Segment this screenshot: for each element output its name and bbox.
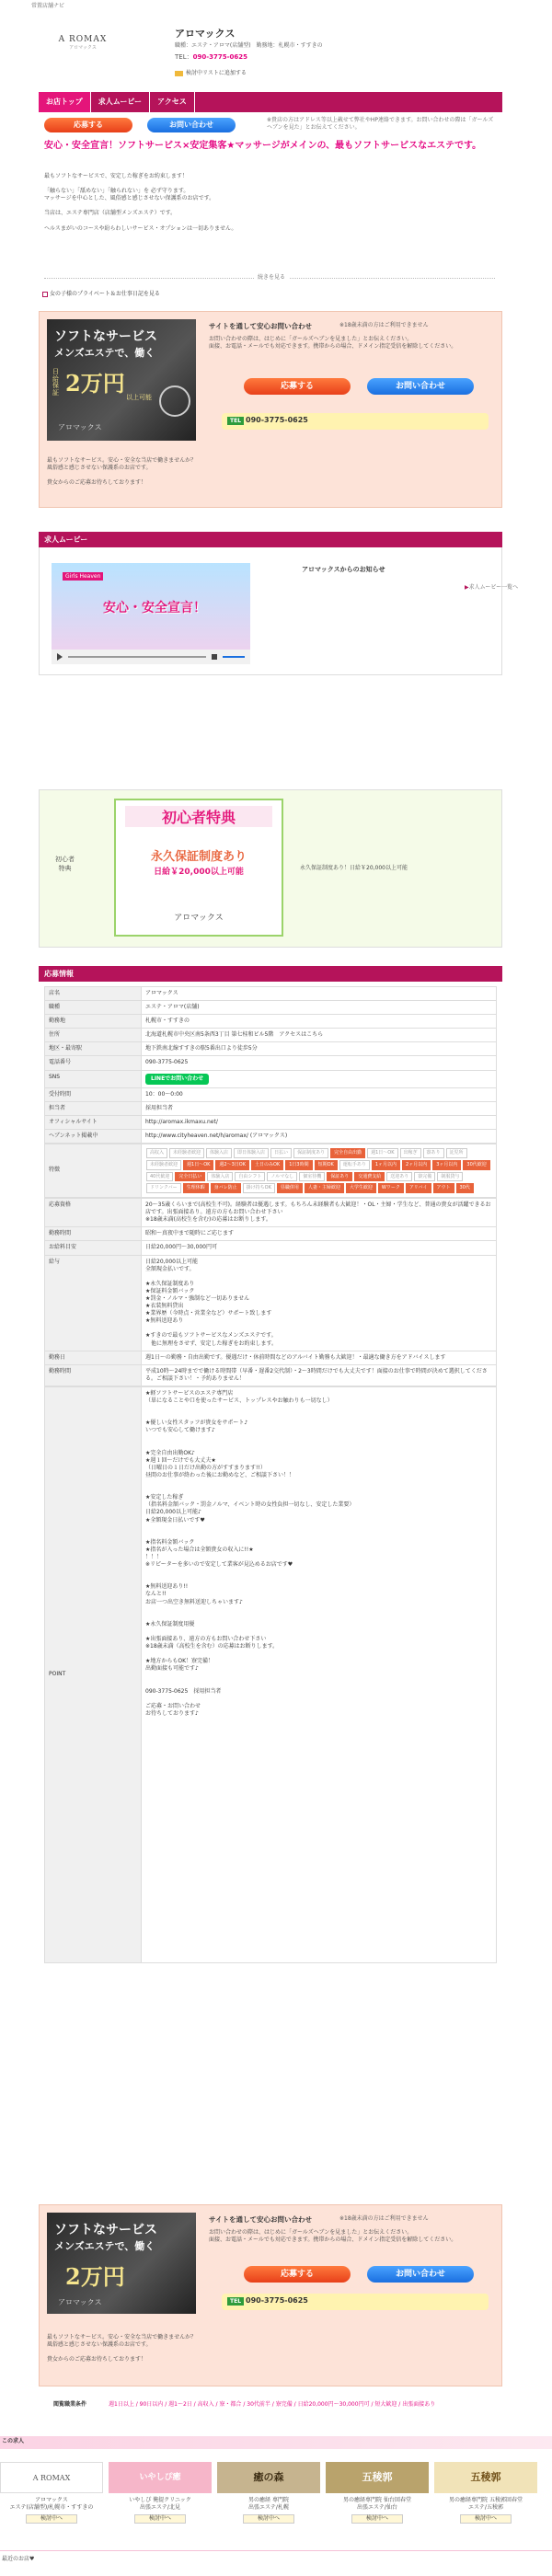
- related-logo: A ROMAX: [0, 2462, 103, 2493]
- row-value: http://www.cityheaven.net/h/aromax/ (アロマックス): [142, 1129, 497, 1143]
- movie-controls: [52, 650, 250, 664]
- promo2-note: ※18歳未満の方はご利用できません: [339, 2215, 429, 2222]
- beginner-image[interactable]: [114, 799, 283, 937]
- beginner-text: 永久保証制度あり！日給￥20,000以上可能: [300, 865, 408, 871]
- row-value: http://aromax.ikmaxu.net/: [142, 1115, 497, 1129]
- jobinfo-table: [44, 986, 497, 1963]
- feature-tag: 完全日払い: [175, 1172, 205, 1182]
- movie-player[interactable]: [52, 563, 250, 664]
- promo-image-sub: 日給保証: [52, 368, 59, 397]
- promo-box-2: [39, 2204, 502, 2386]
- promo-desc: お問い合わせの際は、はじめに「ガールズヘブンを見ました」とお伝えください。 面接、お電話・メールでも対応できます。携帯からの場合、ドメイン指定受信を解除してください。: [209, 336, 457, 351]
- table-row: [45, 1070, 497, 1087]
- related-logo: 五稜郭: [326, 2462, 429, 2493]
- feature-tag: 未経験者歓迎: [169, 1148, 204, 1158]
- feature-tag: 30代: [456, 1183, 474, 1193]
- seek-bar[interactable]: [68, 656, 206, 658]
- headline: 安心・安全宣言！ソフトサービス×安定集客★マッサージがメインの、最もソフトサービスなエステです。: [44, 141, 482, 151]
- promo-image-brand: アロマックス: [58, 423, 102, 431]
- feature-tag: 人妻・主婦歓迎: [305, 1183, 344, 1193]
- row-value: [142, 1070, 497, 1087]
- feature-tag: 完全自由出勤: [330, 1148, 365, 1158]
- row-key: 応募資格: [45, 1199, 142, 1227]
- beginner-label: 初心者 特典: [55, 856, 75, 872]
- jobinfo-tags-table: [44, 1144, 497, 1198]
- jobinfo-point-table: [44, 1386, 497, 1963]
- point-key: POINT: [45, 1386, 142, 1962]
- movie-title: アロマックスからのお知らせ: [302, 566, 385, 573]
- feature-tag: 掛け持ちOK: [243, 1183, 275, 1193]
- fav-add-link[interactable]: [175, 70, 247, 77]
- fav-add-label: 検討中リストに追加する: [186, 70, 247, 76]
- tel-label: TEL：: [175, 53, 193, 61]
- feature-tag: 土日のみOK: [251, 1160, 283, 1170]
- header-note: ※貴店の方はアドレス等以上載せて弊社やHP連絡できます。お問い合わせの際は「ガールズヘブンを見た」とお伝えてください。: [267, 117, 494, 132]
- table-row: [45, 1042, 497, 1056]
- row-value: 平成10時〜24時までで働ける時間帯（早番・遅番2交代制）・2〜3時間だけでも大丈夫です！面接のお仕事で時間が決めて選択してくださる。ご相談下さい！・予約ありません！: [142, 1364, 497, 1386]
- row-value: 20〜35歳くらいまで(高校生不可)。経験者は優遇します。もちろん未経験者も大歓迎！・OL・主婦・学生など、普通の貴女が活躍できるお店です。出張面接あり。遠方の方もお問い合わせ下さい ※18歳未満(高校生を含む)の応募はお断りします。: [142, 1199, 497, 1227]
- movie-thumb-badge: Girls Heaven: [63, 572, 103, 581]
- jobinfo-header: 応募情報: [39, 966, 502, 982]
- bottom-info-value: 週1日以上 / 90日以内 / 週1〜2日 / 高収入 / 寮・都合 / 30代前半 / 寮完備 / 日給20,000円〜30,000円可 / 短大歓迎 / 出張面接あり: [109, 2401, 436, 2408]
- tab-top[interactable]: お店トップ: [39, 92, 91, 112]
- related-item[interactable]: [109, 2462, 212, 2537]
- promo2-apply-button[interactable]: 応募する: [244, 2266, 351, 2283]
- related-fav-button[interactable]: 検討中へ: [460, 2514, 512, 2524]
- tabs: [39, 92, 195, 112]
- row-key: 勤務時間: [45, 1227, 142, 1241]
- row-value: 週1日〜の勤務・自由出勤です。優遇だけ・休前時間などのアルバイト勤務も大歓迎！・最適な働き方をアドバイスします: [142, 1351, 497, 1364]
- feature-tag: 自由シフト: [235, 1172, 265, 1182]
- feature-tag: ドリンクバー: [146, 1183, 181, 1193]
- row-key: 勤務地: [45, 1015, 142, 1029]
- promo-image-amount: 2万円: [65, 370, 125, 397]
- feature-tag: 運転手あり: [339, 1160, 370, 1170]
- store-name: アロマックス: [175, 28, 236, 40]
- bottom-note: 最近のお店♥: [2, 2556, 35, 2562]
- row-key: オフィシャルサイト: [45, 1115, 142, 1129]
- feature-tag: 送迎あり: [386, 1172, 412, 1182]
- table-row: [45, 1227, 497, 1241]
- promo-footer: 最もソフトなサービス。安心・安全な当店で働きませんか？ 風俗感と感じさせない保護系のお店です。 貴女からのご応募お待ちしております！: [47, 457, 197, 487]
- row-key: 職種: [45, 1001, 142, 1015]
- row-value: 採用担当者: [142, 1101, 497, 1115]
- more-link[interactable]: 続きを見る: [254, 274, 289, 282]
- row-value: エステ・アロマ(店舗): [142, 1001, 497, 1015]
- feature-tag: 週1日〜OK: [183, 1160, 213, 1170]
- promo2-inquiry-button[interactable]: お問い合わせ: [367, 2266, 474, 2283]
- arrow-icon: ▶: [465, 584, 469, 591]
- row-value: 10：00〜0:00: [142, 1087, 497, 1101]
- feature-tag: 週1日〜OK: [367, 1148, 397, 1158]
- feature-tag: 寮完備: [414, 1172, 435, 1182]
- feature-tag: 体験入店: [206, 1148, 232, 1158]
- beginner-image-title: 初心者特典: [125, 806, 272, 827]
- row-key: 店名: [45, 987, 142, 1001]
- feature-tag: アウト: [433, 1183, 454, 1193]
- table-row: [45, 1101, 497, 1115]
- inquiry-button[interactable]: お問い合わせ: [147, 118, 236, 132]
- table-row: [45, 1129, 497, 1143]
- tags-cell: [142, 1144, 497, 1198]
- related-item[interactable]: [0, 2462, 103, 2537]
- related-logo: 五稜郭: [434, 2462, 537, 2493]
- jobinfo-table-2: [44, 1198, 497, 1386]
- store-meta: 職種：エステ・アロマ(店舗型) 勤務地：札幌市・すすきの: [175, 42, 323, 49]
- feature-tag: 保証制度あり: [293, 1148, 328, 1158]
- tel-number: 090-3775-0625: [192, 53, 247, 61]
- related-item[interactable]: [326, 2462, 429, 2537]
- table-row: [45, 1115, 497, 1129]
- promo2-image-brand: アロマックス: [58, 2298, 102, 2306]
- related-header-bar: [0, 2436, 552, 2449]
- row-key: 担当者: [45, 1101, 142, 1115]
- table-row: [45, 1056, 497, 1070]
- table-row: [45, 1364, 497, 1386]
- play-icon[interactable]: [57, 653, 63, 661]
- movie-more-label: 求人ムービー一覧へ: [468, 584, 519, 591]
- store-logo-sub: アロマックス: [69, 45, 97, 51]
- related-fav-button[interactable]: 検討中へ: [134, 2514, 186, 2524]
- row-value: 北海道札幌市中央区南5条西3丁目 第七桂和ビル5階 アクセスはこちら: [142, 1029, 497, 1042]
- feature-tag: 即日体験入店: [234, 1148, 269, 1158]
- feature-tag: 40代歓迎: [146, 1172, 173, 1182]
- table-row: [45, 1001, 497, 1015]
- table-row: [45, 1029, 497, 1042]
- promo2-desc: お問い合わせの際は、はじめに「ガールズヘブンを見ました」とお伝えください。 面接、お電話・メールでも対応できます。携帯からの場合、ドメイン指定受信を解除してください。: [209, 2229, 457, 2244]
- promo-note: ※18歳未満の方はご利用できません: [339, 322, 429, 328]
- row-value: 日給20,000円〜30,000円可: [142, 1241, 497, 1255]
- feature-tag: 制服貸与: [437, 1172, 463, 1182]
- row-value: 昭和〜真夜中まで随時にご応じます: [142, 1227, 497, 1241]
- beginner-image-line2: 日給￥20,000以上可能: [154, 868, 244, 877]
- related-list: [0, 2462, 552, 2537]
- private-link[interactable]: [42, 291, 160, 298]
- table-row: [45, 1351, 497, 1364]
- feature-tag: アリバイ: [406, 1183, 431, 1193]
- promo2-image[interactable]: [47, 2213, 196, 2314]
- row-value: 札幌市・すすきの: [142, 1015, 497, 1029]
- promo2-image-amount: 2万円: [65, 2263, 125, 2290]
- beginner-image-line1: 永久保証制度あり: [150, 850, 247, 864]
- bottom-info-label: 閲覧職業条件: [53, 2401, 87, 2408]
- promo-inquiry-button[interactable]: お問い合わせ: [367, 378, 474, 395]
- tab-movie[interactable]: 求人ムービー: [91, 92, 150, 112]
- jobinfo-table-1: [44, 986, 497, 1144]
- promo2-tel: 090-3775-0625: [246, 2296, 308, 2305]
- table-row: [45, 987, 497, 1001]
- related-caption: 男の癒経 専門院 出張エステ/札幌: [248, 2497, 289, 2512]
- row-key: SNS: [45, 1070, 142, 1087]
- feature-tag: Wワーク: [378, 1183, 404, 1193]
- top-bar: 常置店舗ナビ: [31, 3, 65, 9]
- related-logo: いやしぴ癒: [109, 2462, 212, 2493]
- movie-header: 求人ムービー: [39, 532, 502, 547]
- feature-tag: 昼職併用: [277, 1183, 303, 1193]
- row-key: 勤務日: [45, 1351, 142, 1364]
- feature-tag: ノルマなし: [267, 1172, 297, 1182]
- promo-title: サイトを通して安心お問い合わせ: [209, 322, 312, 330]
- volume-bar[interactable]: [223, 656, 245, 658]
- feature-tag: 個室待機: [299, 1172, 325, 1182]
- table-row: [45, 1144, 497, 1198]
- volume-icon[interactable]: [212, 654, 217, 660]
- beginner-image-brand: アロマックス: [174, 914, 224, 923]
- row-key: 勤務時間: [45, 1364, 142, 1386]
- movie-thumb-text: 安心・安全宣言！: [103, 601, 206, 615]
- promo-box: [39, 311, 502, 508]
- intro-text: 最もソフトなサービスで、安定した稼ぎをお約束します！ 「触らない」「舐めない」「触られない」を 必ず守ります。 マッサージを中心とした、風俗感と感じさせない保護系のお店です。 当店は、エステ専門店（店舗型メンズエステ）です。 ヘルスまがいのコースや紛らわしいサービス・オプションは一切ありません。: [44, 173, 237, 232]
- related-caption: アロマックス エステ(店舗型)/札幌市・すすきの: [9, 2497, 94, 2512]
- row-value: 地下鉄南北線すすきの駅5番出口より徒歩5分: [142, 1042, 497, 1056]
- table-row: [45, 1386, 497, 1962]
- feature-tag: 身バレ防止: [211, 1183, 241, 1193]
- feature-tag: 大学生歓迎: [346, 1183, 376, 1193]
- feature-tag: 未経験者歓迎: [146, 1160, 181, 1170]
- feature-tag: 高収入: [146, 1148, 167, 1158]
- store-tel[interactable]: [175, 52, 247, 62]
- row-key: 給与: [45, 1255, 142, 1351]
- feature-tag: 30代歓迎: [463, 1160, 489, 1170]
- feature-tag: 短期OK: [315, 1160, 338, 1170]
- promo-image-sub2: 以上可能: [126, 394, 152, 401]
- bottom-bar: [0, 2550, 552, 2551]
- related-fav-button[interactable]: 検討中へ: [26, 2514, 77, 2524]
- private-link-label: 女の子様のプライベート＆お仕事日記を見る: [50, 291, 160, 297]
- feature-tag: 生理休暇: [183, 1183, 209, 1193]
- store-logo[interactable]: [44, 35, 121, 64]
- related-item[interactable]: [217, 2462, 320, 2537]
- promo2-tel-badge: TEL: [227, 2297, 244, 2306]
- related-fav-button[interactable]: 検討中へ: [351, 2514, 403, 2524]
- table-row: [45, 1255, 497, 1351]
- promo-image-line2: メンズエステで、働く: [54, 347, 155, 359]
- related-logo: 癒の森: [217, 2462, 320, 2493]
- promo-image[interactable]: [47, 319, 196, 441]
- feature-tag: 2ヶ月以内: [402, 1160, 431, 1170]
- promo2-title: サイトを通して安心お問い合わせ: [209, 2215, 312, 2224]
- feature-tag: 日払い: [270, 1148, 292, 1158]
- row-key: 住所: [45, 1029, 142, 1042]
- related-caption: 男の癒経専門院 五稜郭回春堂 エステ/五稜郭: [449, 2497, 523, 2512]
- related-item[interactable]: [434, 2462, 537, 2537]
- related-caption: いやしぴ 俺提クリニック 出張エステ/北見: [129, 2497, 191, 2512]
- related-header: この求人: [2, 2438, 25, 2444]
- feature-tag: 体験入店: [207, 1172, 233, 1182]
- movie-more-link[interactable]: [465, 584, 518, 592]
- line-button[interactable]: LINEでお問い合わせ: [145, 1074, 209, 1085]
- feature-tag: 1ヶ月以内: [372, 1160, 400, 1170]
- promo2-image-line1: ソフトなサービス: [54, 2223, 157, 2237]
- feature-tag: 交通費支給: [354, 1172, 385, 1182]
- row-value: アロマックス: [142, 987, 497, 1001]
- promo2-image-line2: メンズエステで、働く: [54, 2240, 155, 2252]
- promo-image-seal: [159, 385, 190, 417]
- tab-access[interactable]: アクセス: [150, 92, 195, 112]
- apply-button[interactable]: 応募する: [44, 118, 132, 132]
- feature-tag: 出稼ぎ: [400, 1148, 421, 1158]
- promo-image-line1: ソフトなサービス: [54, 329, 157, 344]
- table-row: [45, 1087, 497, 1101]
- checkbox-icon: [42, 292, 48, 297]
- row-key: 地区・最寄駅: [45, 1042, 142, 1056]
- row-key: 電話番号: [45, 1056, 142, 1070]
- row-key: 受付時間: [45, 1087, 142, 1101]
- feature-tag: 保証あり: [327, 1172, 352, 1182]
- row-value: 日給20,000以上可能 全額現金払いです。 ★永久保証制度あり ★保証料金額バック ★罰金・ノルマ・強制など一切ありません ★衣装無料貸出 ★業界歴（今時点・営業全など）サポート致します ★無料送迎あり ★すきので最もソフトサービスなメンズエステです。 他に無理をさせず、安定した稼ぎをお約束します。: [142, 1255, 497, 1351]
- table-row: [45, 1241, 497, 1255]
- table-row: [45, 1199, 497, 1227]
- promo-tel-badge: TEL: [227, 417, 244, 425]
- row-value: 090-3775-0625: [142, 1056, 497, 1070]
- feature-tag: 託児所: [446, 1148, 467, 1158]
- feature-tag: 週2〜3日OK: [215, 1160, 249, 1170]
- promo-apply-button[interactable]: 応募する: [244, 378, 351, 395]
- point-text: ★軽ソフトサービスのエステ専門店 （単になることや口を使ったサービス、トップレスやお触わりも一切なし） ★優しい女性スタッフが貴女をサポート♪ いつでも安心して働けます♪ ★完全自由出勤OK♪ ★週１回〜だけでも大丈夫★ （日曜日の１日だけ出勤の方がすすまります!!） 昼間のお仕事が終わった後にお勤めなど、ご相談下さい！！ ★安定した稼ぎ （指名料金額バック・罰金ノルマ、イベント時の女性負担一切なし、安定した業要） 日給20,000以上可能♪ ★全額現金日払いです♥ ★指名料金額バック ★指名が入った場合は全額貴女の収入に!!★ ！！！ ※リピーターを多いので安定して業客が見込めるお店です♥ ★無料送迎あり!! なんと!! お店一つ出空き無料送迎しちゃいます♪ ★永久保証制度用優 ★出張面接あり、遠方の方もお問い合わせ下さい ※18歳未満（高校生を含む）の応募はお断りします。 ★地方からもOK！寮完備！ 出勤面接も可能です♪ 090-3775-0625 採用担当者 ご応募・お問い合わせ お待ちしております♪: [142, 1386, 497, 1962]
- folder-icon: [175, 71, 183, 76]
- store-logo-text: A ROMAX: [58, 35, 108, 44]
- promo-tel: 090-3775-0625: [246, 416, 308, 424]
- row-key: お給料目安: [45, 1241, 142, 1255]
- table-row: [45, 1015, 497, 1029]
- promo2-footer: 最もソフトなサービス。安心・安全な当店で働きませんか？ 風俗感と感じさせない保護系のお店です。 貴女からのご応募お待ちしております！: [47, 2334, 197, 2363]
- related-fav-button[interactable]: 検討中へ: [243, 2514, 294, 2524]
- related-caption: 男の癒経専門院 仙台回春堂 出張エステ/仙台: [343, 2497, 411, 2512]
- row-key: ヘブンネット掲載中: [45, 1129, 142, 1143]
- tags-key: 特徴: [45, 1144, 142, 1198]
- feature-tag: 3ヶ月以内: [432, 1160, 461, 1170]
- feature-tag: 1日3時間: [285, 1160, 312, 1170]
- feature-tag: 寮あり: [423, 1148, 444, 1158]
